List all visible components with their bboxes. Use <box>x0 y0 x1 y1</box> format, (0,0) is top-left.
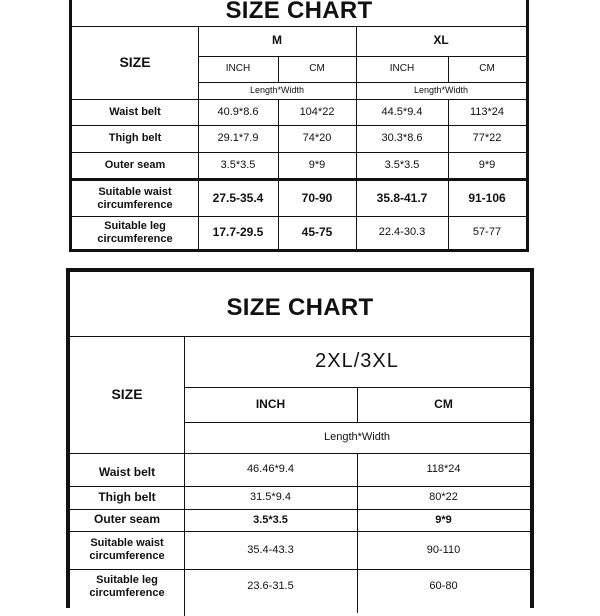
dims-note: Length*Width <box>323 431 391 444</box>
size-xl-header: XL <box>433 33 449 48</box>
table-cell: 23.6-31.5 <box>247 580 294 593</box>
chart-title: SIZE CHART <box>226 294 374 322</box>
table-cell: 30.3*8.6 <box>381 132 423 145</box>
row-label: Thigh belt <box>98 489 156 504</box>
table-cell: 118*24 <box>426 463 461 476</box>
table-cell: 70-90 <box>301 190 333 205</box>
dims-note: Length*Width <box>413 85 469 96</box>
table-cell: 80*22 <box>429 491 458 504</box>
table-cell: 91-106 <box>468 190 506 205</box>
table-cell: 35.8-41.7 <box>376 190 428 205</box>
unit-inch: INCH <box>225 63 251 75</box>
table-cell: 9*9 <box>478 158 496 171</box>
chart-title: SIZE CHART <box>225 0 373 25</box>
table-cell: 77*22 <box>472 132 502 145</box>
table-cell: 3.5*3.5 <box>220 158 256 171</box>
row-label: Thigh belt <box>108 132 162 145</box>
row-label: Suitable leg circumference <box>97 219 173 245</box>
table-cell: 104*22 <box>299 105 335 118</box>
table-cell: 22.4-30.3 <box>378 226 426 239</box>
table-cell: 46.46*9.4 <box>246 463 295 476</box>
dims-note: Length*Width <box>249 85 305 96</box>
table-cell: 17.7-29.5 <box>212 224 264 239</box>
table-cell: 113*24 <box>469 105 505 118</box>
table-cell: 9*9 <box>435 513 452 526</box>
table-cell: 44.5*9.4 <box>381 105 423 118</box>
row-label: Suitable leg circumference <box>89 573 165 599</box>
table-cell: 31.5*9.4 <box>250 491 291 504</box>
size-chart-bottom <box>66 268 534 608</box>
table-cell: 60-80 <box>429 580 458 593</box>
table-cell: 45-75 <box>301 224 333 239</box>
row-label: Outer seam <box>104 158 166 171</box>
table-cell: 3.5*3.5 <box>384 158 420 171</box>
table-cell: 29.1*7.9 <box>217 132 259 145</box>
row-label: Waist belt <box>98 464 156 479</box>
row-label: Outer seam <box>93 512 161 527</box>
size-chart-top <box>69 0 529 252</box>
unit-cm: CM <box>479 63 495 75</box>
unit-inch: INCH <box>255 396 286 411</box>
table-cell: 3.5*3.5 <box>253 513 288 526</box>
table-cell: 27.5-35.4 <box>212 190 264 205</box>
unit-inch: INCH <box>389 63 415 75</box>
size-m-header: M <box>272 33 282 48</box>
unit-cm: CM <box>434 396 453 411</box>
row-label: Suitable waist circumference <box>97 185 173 211</box>
table-cell: 90-110 <box>426 543 461 556</box>
table-cell: 74*20 <box>302 132 332 145</box>
table-cell: 9*9 <box>308 158 326 171</box>
size-header: SIZE <box>119 54 151 71</box>
table-cell: 35.4-43.3 <box>247 543 294 556</box>
size-header: SIZE <box>111 386 143 403</box>
table-cell: 40.9*8.6 <box>217 105 259 118</box>
table-cell: 57-77 <box>472 226 502 239</box>
unit-cm: CM <box>309 63 325 75</box>
row-label: Waist belt <box>109 105 161 118</box>
size-2xl-3xl-header: 2XL/3XL <box>315 350 399 372</box>
row-label: Suitable waist circumference <box>89 537 165 562</box>
